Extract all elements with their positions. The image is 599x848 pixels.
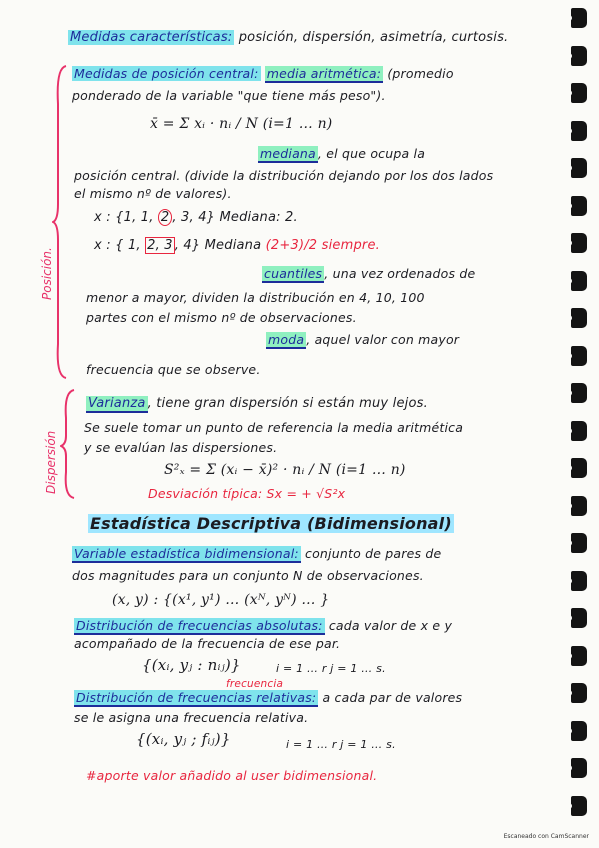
scanner-footer: Escaneado con CamScanner	[503, 833, 589, 840]
moda-desc-1: , aquel valor con mayor	[306, 332, 460, 347]
absolutas-desc-1: cada valor de x e y	[328, 618, 453, 633]
example-1-prefix: x : {1, 1,	[94, 210, 154, 225]
varianza-desc-2: Se suele tomar un punto de referencia la media aritmética	[84, 420, 464, 435]
header-line	[68, 30, 508, 45]
spiral-ring	[571, 383, 587, 403]
dispersion-brace	[60, 388, 78, 500]
spiral-ring	[571, 758, 587, 778]
spiral-ring	[571, 533, 587, 553]
variable-desc-2: dos magnitudes para un conjunto N de observaciones.	[72, 568, 424, 583]
mediana-desc-2: posición central. (divide la distribución dejando por los dos lados	[74, 168, 494, 183]
absolutas-label: Distribución de frecuencias absolutas:	[76, 618, 323, 633]
bidimensional-note: #aporte valor añadido al user bidimensional.	[86, 768, 378, 783]
media-desc-1: (promedio	[387, 66, 454, 81]
cuantiles-desc-2: menor a mayor, dividen la distribución en 4, 10, 100	[86, 290, 425, 305]
relativas-formula: {(xᵢ, yⱼ ; fᵢⱼ)}	[136, 730, 231, 748]
varianza-formula: S²ₓ = Σ (xᵢ − x̄)² · nᵢ / N (i=1 … n)	[164, 462, 406, 478]
mediana-desc-3: el mismo nº de valores).	[74, 186, 232, 201]
cuantiles-line	[262, 266, 475, 281]
spiral-ring	[571, 46, 587, 66]
example-2-fraction: (2+3)/2	[265, 238, 318, 253]
spiral-ring	[571, 496, 587, 516]
spiral-ring	[571, 721, 587, 741]
spiral-ring	[571, 458, 587, 478]
spiral-ring	[571, 83, 587, 103]
absolutas-line	[74, 618, 452, 633]
cuantiles-label: cuantiles	[264, 266, 323, 281]
example-2-boxed: 2, 3	[147, 238, 173, 253]
example-1-circled: 2	[158, 209, 172, 226]
desviacion-tipica: Desviación típica: Sx = + √S²x	[148, 486, 346, 501]
relativas-desc-1: a cada par de valores	[322, 690, 463, 705]
varianza-desc-1: , tiene gran dispersión si están muy lejos.	[147, 396, 428, 411]
variable-label: Variable estadística bidimensional:	[74, 546, 299, 561]
example-1	[94, 210, 298, 225]
spiral-ring	[571, 308, 587, 328]
bidimensional-title-text: Estadística Descriptiva (Bidimensional)	[90, 514, 452, 533]
spiral-binding	[571, 8, 591, 828]
spiral-ring	[571, 683, 587, 703]
varianza-desc-3: y se evalúan las dispersiones.	[84, 440, 278, 455]
variable-desc-1: conjunto de pares de	[305, 546, 442, 561]
posicion-intro-title: Medidas de posición central:	[74, 66, 259, 81]
absolutas-indices: i = 1 … r j = 1 … s.	[276, 662, 386, 675]
relativas-desc-2: se le asigna una frecuencia relativa.	[74, 710, 309, 725]
bidimensional-title	[88, 514, 454, 533]
posicion-intro-line	[72, 66, 454, 81]
relativas-line	[74, 690, 462, 705]
mediana-line	[258, 146, 425, 161]
header-title: Medidas características:	[70, 30, 233, 45]
example-2-note: siempre.	[321, 238, 380, 253]
dispersion-side-label: Dispersión	[44, 430, 58, 494]
spiral-ring	[571, 233, 587, 253]
mediana-label: mediana	[260, 146, 316, 161]
example-2	[94, 238, 380, 253]
media-label: media aritmética:	[266, 66, 382, 81]
spiral-ring	[571, 421, 587, 441]
absolutas-note: frecuencia	[226, 678, 284, 690]
absolutas-desc-2: acompañado de la frecuencia de ese par.	[74, 636, 341, 651]
spiral-ring	[571, 271, 587, 291]
cuantiles-desc-3: partes con el mismo nº de observaciones.	[86, 310, 357, 325]
variable-line	[72, 546, 441, 561]
spiral-ring	[571, 796, 587, 816]
mediana-desc-1: , el que ocupa la	[317, 146, 426, 161]
relativas-label: Distribución de frecuencias relativas:	[76, 690, 317, 705]
spiral-ring	[571, 121, 587, 141]
variable-formula: (x, y) : {(x¹, y¹) … (xᴺ, yᴺ) … }	[112, 592, 330, 608]
relativas-indices: i = 1 … r j = 1 … s.	[286, 738, 396, 751]
spiral-ring	[571, 571, 587, 591]
spiral-ring	[571, 346, 587, 366]
cuantiles-desc-1: , una vez ordenados de	[324, 266, 476, 281]
spiral-ring	[571, 158, 587, 178]
media-formula: x̄ = Σ xᵢ · nᵢ / N (i=1 … n)	[150, 116, 333, 132]
moda-desc-2: frecuencia que se observe.	[86, 362, 261, 377]
example-1-suffix: , 3, 4} Mediana: 2.	[172, 210, 298, 225]
spiral-ring	[571, 608, 587, 628]
example-2-suffix: , 4} Mediana	[174, 238, 262, 253]
spiral-ring	[571, 646, 587, 666]
varianza-line	[86, 396, 428, 411]
moda-line	[266, 332, 459, 347]
spiral-ring	[571, 196, 587, 216]
media-desc-2: ponderado de la variable "que tiene más peso").	[72, 88, 386, 103]
header-subtitle: posición, dispersión, asimetría, curtosis.	[238, 30, 509, 45]
spiral-ring	[571, 8, 587, 28]
moda-label: moda	[268, 332, 305, 347]
posicion-brace	[52, 64, 70, 380]
absolutas-formula: {(xᵢ, yⱼ : nᵢⱼ)}	[142, 656, 241, 674]
example-2-prefix: x : { 1,	[94, 238, 141, 253]
varianza-label: Varianza	[88, 396, 146, 411]
posicion-side-label: Posición.	[40, 247, 54, 300]
